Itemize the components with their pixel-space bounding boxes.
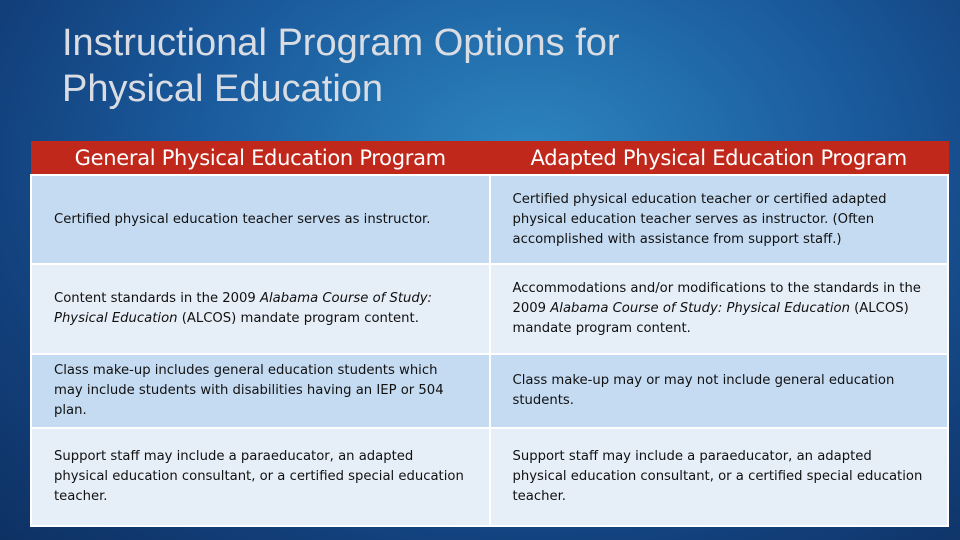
header-adapted-program: Adapted Physical Education Program — [490, 142, 949, 176]
course-of-study-title: Alabama Course of Study: Physical Education — [550, 301, 850, 316]
slide-title-line-1: Instructional Program Options for — [62, 22, 620, 64]
cell-general-class-makeup: Class make-up includes general education students which may include students with disabilities having an IEP or 504 plan. — [31, 354, 490, 428]
cell-text: (ALCOS) mandate program content. — [512, 301, 909, 336]
table-row — [31, 428, 948, 526]
slide-title — [62, 20, 922, 112]
cell-text: (ALCOS) mandate program content. — [177, 311, 419, 326]
cell-text: Accommodations and/or modifications to the standards in the 2009 — [512, 281, 921, 316]
cell-general-standards — [31, 264, 490, 354]
table-row — [31, 175, 948, 264]
cell-adapted-standards — [490, 264, 949, 354]
slide-title-line-2: Physical Education — [62, 68, 384, 110]
cell-general-support-staff: Support staff may include a paraeducator, an adapted physical education consultant, or a certified special education teacher. — [31, 428, 490, 526]
cell-text: Content standards in the 2009 — [54, 291, 260, 306]
table-row — [31, 264, 948, 354]
cell-adapted-class-makeup: Class make-up may or may not include general education students. — [490, 354, 949, 428]
table-header-row — [31, 142, 948, 176]
cell-adapted-instructor: Certified physical education teacher or certified adapted physical education teacher serves as instructor. (Often accomplished with assistance from support staff.) — [490, 175, 949, 264]
header-general-program: General Physical Education Program — [31, 142, 490, 176]
cell-general-instructor: Certified physical education teacher serves as instructor. — [31, 175, 490, 264]
course-of-study-title: Alabama Course of Study: Physical Education — [54, 291, 432, 326]
cell-adapted-support-staff: Support staff may include a paraeducator, an adapted physical education consultant, or a certified special education teacher. — [490, 428, 949, 526]
program-options-table — [30, 141, 949, 527]
table-row — [31, 354, 948, 428]
